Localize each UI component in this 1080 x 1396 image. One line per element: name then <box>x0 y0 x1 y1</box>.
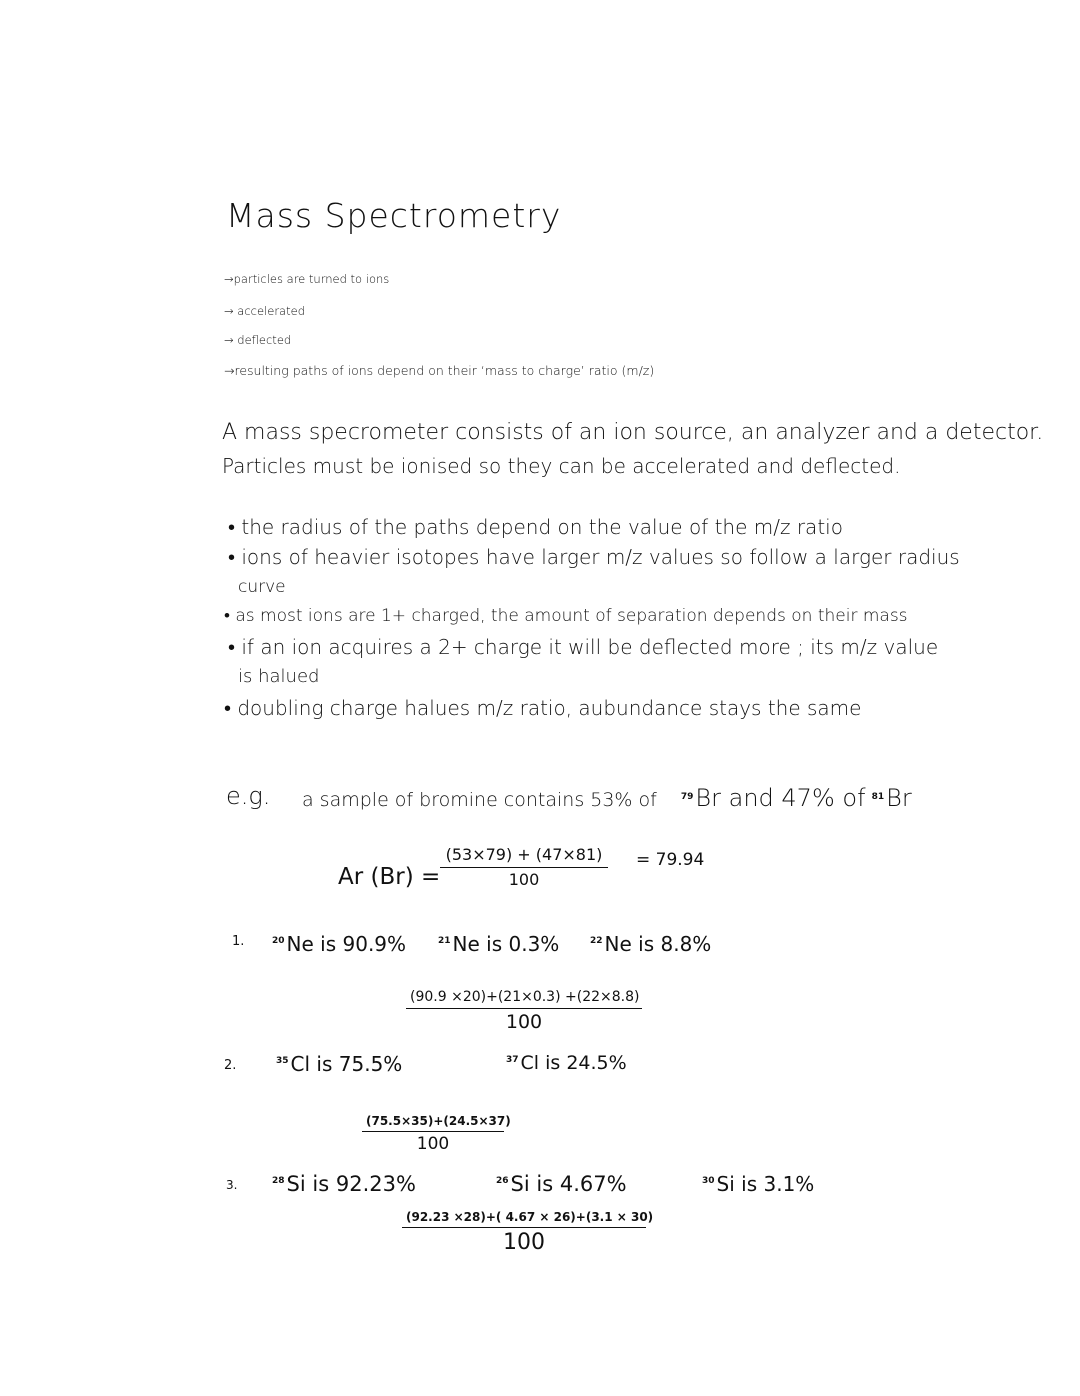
example-statement <box>302 784 912 812</box>
isotope-mass: 26 <box>496 1176 509 1186</box>
example-denominator: 100 <box>508 870 540 889</box>
step-ionisation: →particles are turned to ions <box>224 272 390 286</box>
example-text: a sample of bromine contains 53% of <box>302 789 657 811</box>
step-detection: →resulting paths of ions depend on their ‘mass to charge’ ratio (m/z) <box>224 363 655 378</box>
problem-2-fraction <box>362 1114 511 1154</box>
isotope-symbol: Si <box>716 1172 735 1196</box>
isotope-symbol: Cl <box>290 1052 311 1076</box>
isotope-mass: 37 <box>506 1054 519 1065</box>
step-deflection: → deflected <box>224 333 292 347</box>
bullet-2plus-charge-cont: is halued <box>238 666 320 687</box>
isotope-mass: 22 <box>590 936 603 947</box>
bullet-doubling-charge: • doubling charge halues m/z ratio, aubundance stays the same <box>224 696 862 720</box>
problem-3-denominator: 100 <box>503 1230 545 1255</box>
example-prefix: e.g. <box>226 782 271 810</box>
isotope-symbol: Ne <box>452 932 480 956</box>
isotope-abundance: is 75.5% <box>316 1052 403 1076</box>
problem-2-numerator: (75.5×35)+(24.5×37) <box>362 1114 504 1132</box>
example-fraction <box>440 845 608 889</box>
intro-line-2: Particles must be ionised so they can be accelerated and deflected. <box>222 454 901 478</box>
problem-2-denominator: 100 <box>416 1134 450 1154</box>
problem-1-denominator: 100 <box>505 1011 543 1033</box>
problem-1-fraction <box>406 989 642 1033</box>
isotope-mass: 30 <box>702 1176 715 1187</box>
intro-line-1: A mass specrometer consists of an ion source, an analyzer and a detector. <box>222 420 1044 445</box>
isotope-abundance: is 92.23% <box>312 1172 416 1196</box>
problem-3-isotope-si26 <box>496 1172 627 1196</box>
example-iso1-text: Br and 47% of <box>695 784 866 812</box>
problem-2-isotope-cl35 <box>276 1052 402 1076</box>
isotope-symbol: Cl <box>520 1052 540 1074</box>
problem-3-isotope-si28 <box>272 1172 416 1196</box>
isotope-abundance: is 4.67% <box>536 1172 627 1196</box>
problem-1-isotope-ne21 <box>438 932 559 956</box>
bullet-2plus-charge: • if an ion acquires a 2+ charge it will be deflected more ; its m/z value <box>228 635 939 659</box>
bullet-heavier-isotopes: • ions of heavier isotopes have larger m/z values so follow a larger radius <box>228 545 960 569</box>
problem-3-numerator: (92.23 ×28)+( 4.67 × 26)+(3.1 × 30) <box>402 1210 646 1228</box>
problem-1-isotope-ne22 <box>590 932 711 956</box>
isotope-mass-81: 81 <box>871 791 885 802</box>
example-result: = 79.94 <box>636 850 705 870</box>
bullet-radius: • the radius of the paths depend on the value of the m/z ratio <box>228 515 843 539</box>
problem-3-fraction <box>402 1210 654 1255</box>
isotope-mass: 20 <box>272 936 285 947</box>
example-lhs: Ar (Br) = <box>338 864 441 890</box>
problem-2-number: 2. <box>224 1058 237 1073</box>
isotope-abundance: is 8.8% <box>638 932 712 956</box>
isotope-abundance: is 3.1% <box>741 1172 815 1196</box>
isotope-abundance: is 0.3% <box>486 932 560 956</box>
step-acceleration: → accelerated <box>224 304 305 318</box>
problem-1-number: 1. <box>232 934 245 949</box>
bullet-separation: • as most ions are 1+ charged, the amount of separation depends on their mass <box>224 606 908 626</box>
page-title: Mass Spectrometry <box>226 196 562 235</box>
isotope-mass-79: 79 <box>680 791 694 802</box>
isotope-mass: 35 <box>276 1056 289 1067</box>
isotope-symbol: Ne <box>286 932 314 956</box>
isotope-symbol: Si <box>286 1172 306 1196</box>
problem-3-isotope-si30 <box>702 1172 814 1196</box>
isotope-symbol: Ne <box>604 932 632 956</box>
problem-2-isotope-cl37 <box>506 1052 627 1074</box>
bullet-heavier-isotopes-cont: curve <box>238 577 286 597</box>
example-numerator: (53×79) + (47×81) <box>440 845 608 868</box>
isotope-mass: 28 <box>272 1176 285 1186</box>
problem-1-numerator: (90.9 ×20)+(21×0.3) +(22×8.8) <box>406 989 642 1009</box>
isotope-symbol: Si <box>510 1172 530 1196</box>
isotope-abundance: is 24.5% <box>545 1052 627 1074</box>
isotope-abundance: is 90.9% <box>320 932 407 956</box>
isotope-mass: 21 <box>438 936 451 947</box>
example-iso2-text: Br <box>886 784 912 812</box>
problem-1-isotope-ne20 <box>272 932 406 956</box>
problem-3-number: 3. <box>226 1178 238 1192</box>
